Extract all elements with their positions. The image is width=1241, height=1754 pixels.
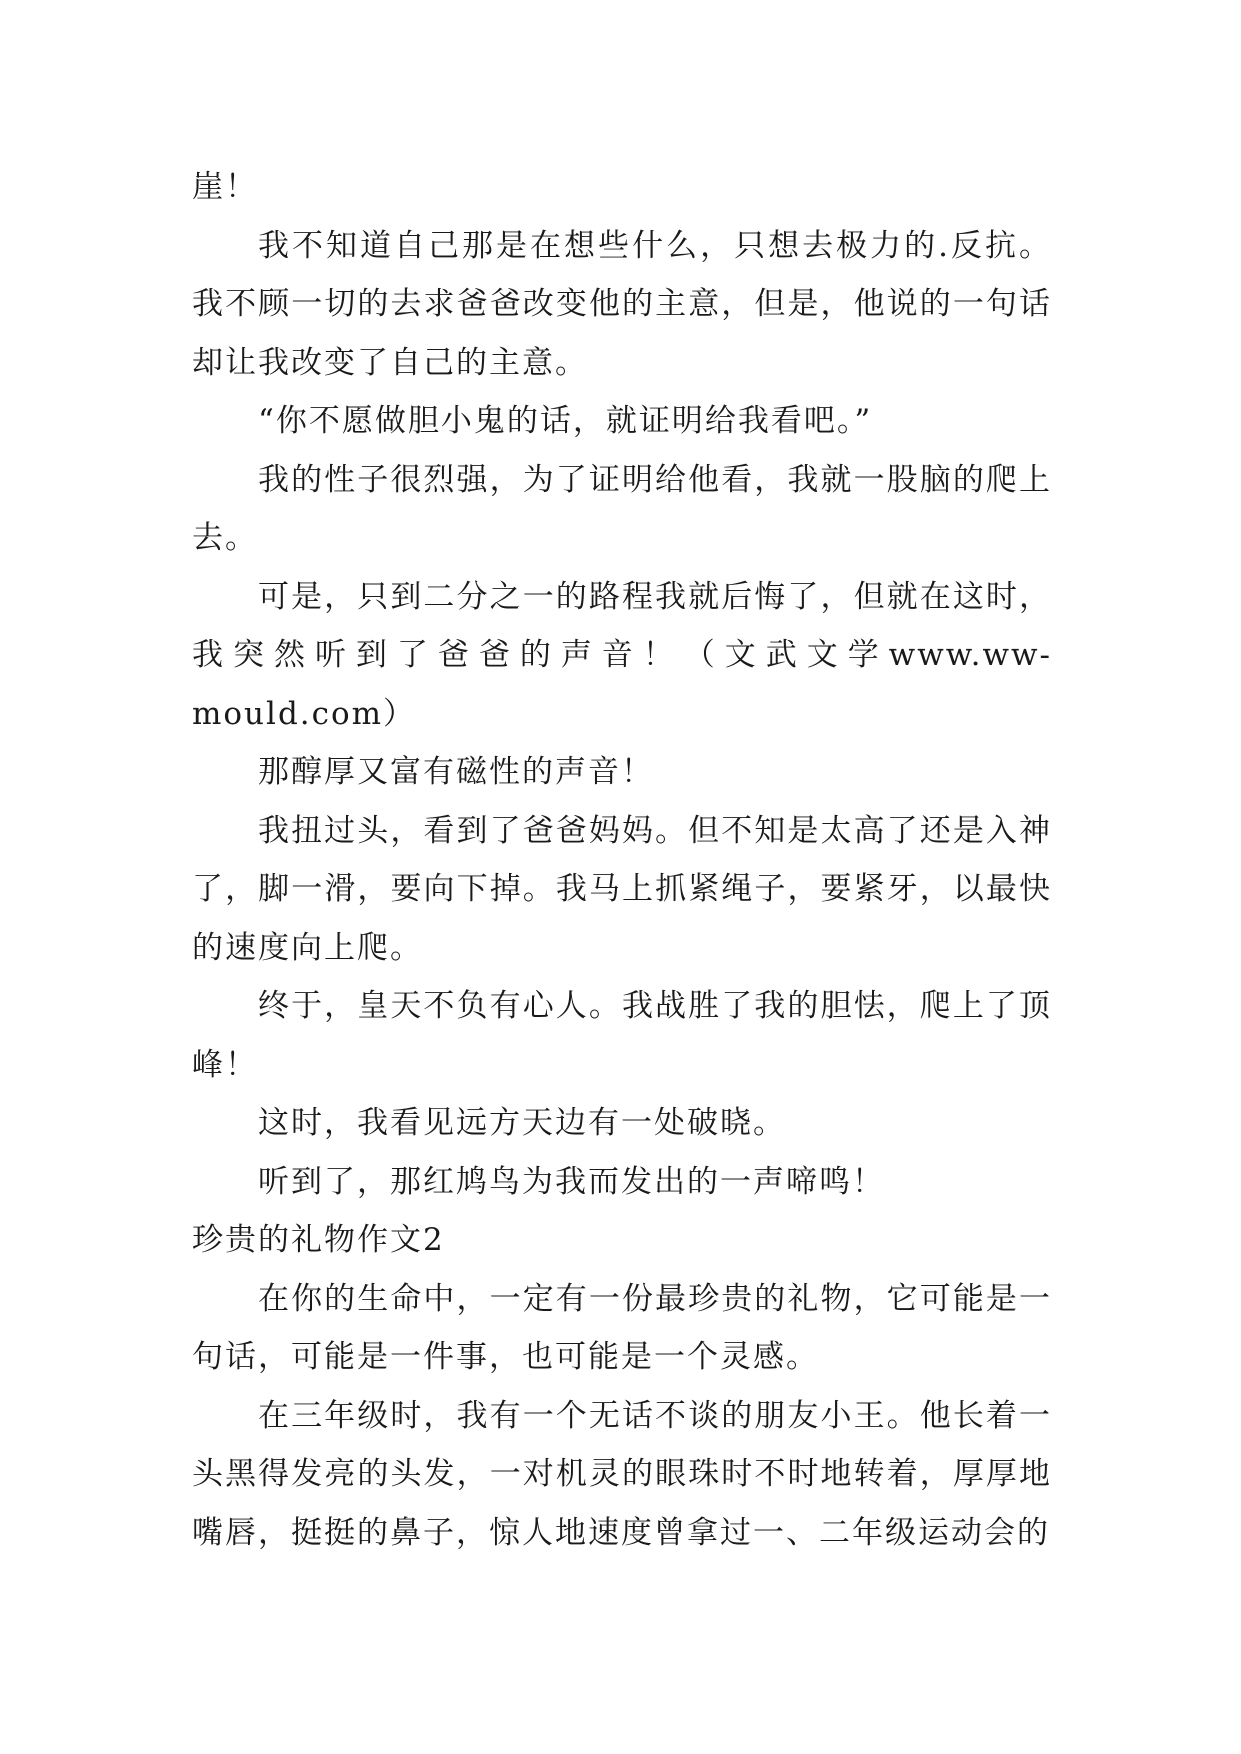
section-title: 珍贵的礼物作文2 (192, 1222, 445, 1258)
document-body (192, 158, 1052, 1562)
paragraph: 崖！ (192, 169, 258, 205)
paragraph: 那醇厚又富有磁性的声音！ (258, 754, 654, 790)
paragraph: 这时，我看见远方天边有一处破晓。 (258, 1105, 786, 1141)
paragraph: 在三年级时，我有一个无话不谈的朋友小王。他长着一头黑得发亮的头发，一对机灵的眼珠时不时地转着，厚厚地嘴唇，挺挺的鼻子，惊人地速度曾拿过一、二年级运动会的 (192, 1397, 1052, 1551)
paragraph: 终于，皇天不负有心人。我战胜了我的胆怯，爬上了顶峰！ (192, 988, 1052, 1083)
paragraph: 我扭过头，看到了爸爸妈妈。但不知是太高了还是入神了，脚一滑，要向下掉。我马上抓紧绳子，要紧牙，以最快的速度向上爬。 (192, 812, 1052, 966)
paragraph: 在你的生命中，一定有一份最珍贵的礼物，它可能是一句话，可能是一件事，也可能是一个灵感。 (192, 1280, 1052, 1375)
paragraph: “你不愿做胆小鬼的话，就证明给我看吧。” (258, 403, 873, 439)
paragraph: 可是，只到二分之一的路程我就后悔了，但就在这时，我突然听到了爸爸的声音！（文武文学www.ww-mould.com） (192, 578, 1052, 732)
paragraph: 我的性子很烈强，为了证明给他看，我就一股脑的爬上去。 (192, 461, 1052, 556)
paragraph: 听到了，那红鸠鸟为我而发出的一声啼鸣！ (258, 1163, 885, 1200)
paragraph: 我不知道自己那是在想些什么，只想去极力的.反抗。我不顾一切的去求爸爸改变他的主意，但是，他说的一句话却让我改变了自己的主意。 (192, 227, 1052, 381)
